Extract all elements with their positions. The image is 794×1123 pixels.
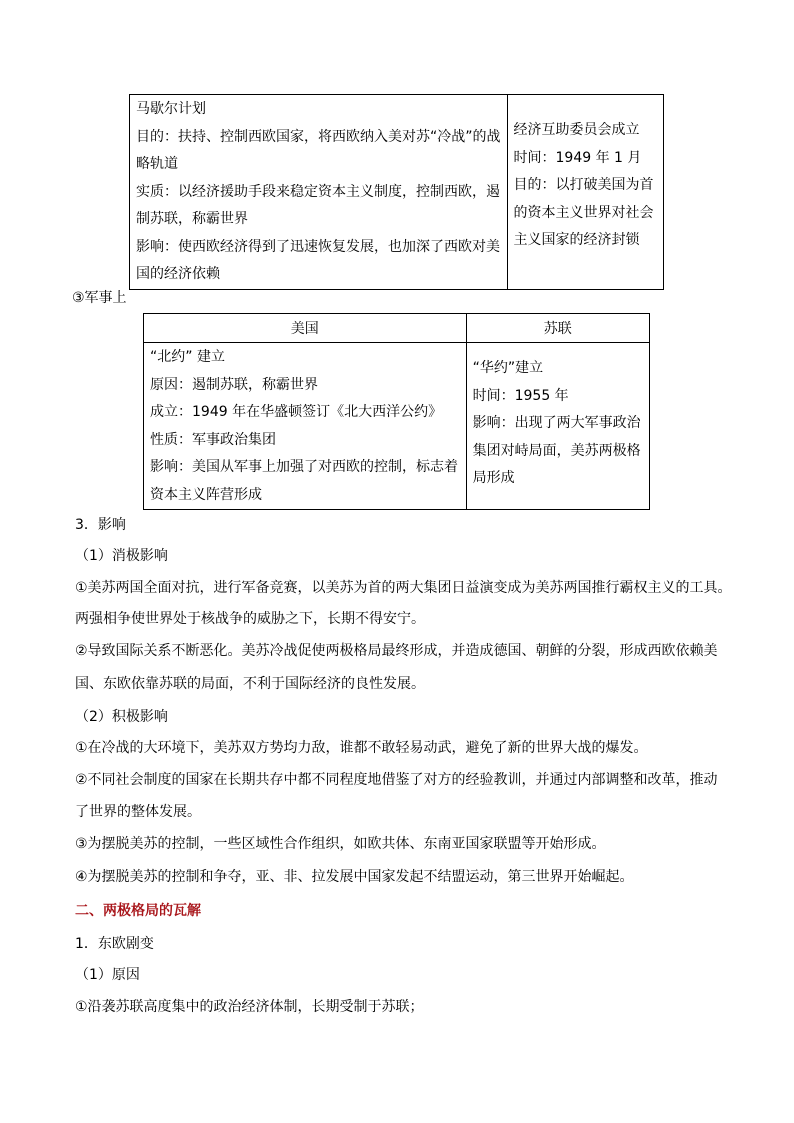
military-comparison-table <box>143 313 650 510</box>
paragraph-line: ①在冷战的大环境下，美苏双方势均力敌，谁都不敢轻易动武，避免了新的世界大战的爆发。 <box>75 740 648 756</box>
cell-text-line: 影响：美国从军事上加强了对西欧的控制，标志着 <box>150 459 458 475</box>
cell-text-line: 经济互助委员会成立 <box>513 122 640 138</box>
marshall-plan-cell <box>130 95 508 290</box>
positive-impact-heading: （2）积极影响 <box>75 709 168 725</box>
paragraph-line: ②导致国际关系不断恶化。美苏冷战促使两极格局最终形成，并造成德国、朝鲜的分裂，形成西欧依赖美 <box>75 643 718 659</box>
comecon-cell <box>507 95 663 290</box>
cell-text-line: 目的：以打破美国为首 <box>513 177 654 193</box>
cell-text-line: 影响：出现了两大军事政治 <box>472 415 641 431</box>
cell-text-line: 资本主义阵营形成 <box>150 486 262 503</box>
economic-comparison-table <box>129 94 664 290</box>
paragraph-line: ①美苏两国全面对抗，进行军备竞赛，以美苏为首的两大集团日益演变成为美苏两国推行霸权主义的工具。 <box>75 580 732 596</box>
cell-text-line: 实质：以经济援助手段来稳定资本主义制度，控制西欧，遏 <box>136 183 500 200</box>
cell-text-line: 略轨道 <box>136 156 178 172</box>
paragraph-line: 两强相争使世界处于核战争的威胁之下，长期不得安宁。 <box>75 611 425 627</box>
paragraph-line: ③为摆脱美苏的控制，一些区域性合作组织，如欧共体、东南亚国家联盟等开始形成。 <box>75 836 606 852</box>
cell-text-line: 目的：扶持、控制西欧国家，将西欧纳入美对苏“冷战”的战 <box>136 128 501 145</box>
cell-text-line: 性质：军事政治集团 <box>150 431 276 448</box>
paragraph-line: 了世界的整体发展。 <box>75 804 201 820</box>
negative-impact-heading: （1）消极影响 <box>75 548 168 564</box>
warsaw-pact-cell <box>466 343 649 510</box>
paragraph-line: ①沿袭苏联高度集中的政治经济体制，长期受制于苏联； <box>75 999 424 1015</box>
column-header-usa: 美国 <box>144 314 467 343</box>
nato-cell <box>144 343 467 510</box>
cell-text-line: 局形成 <box>472 470 515 486</box>
cell-text-line: 原因：遏制苏联，称霸世界 <box>150 376 318 393</box>
cell-text-line: 国的经济依赖 <box>136 266 220 282</box>
cell-text-line: 时间：1955 年 <box>472 387 569 404</box>
cell-text-line: 成立：1949 年在华盛顿签订《北大西洋公约》 <box>150 404 443 420</box>
cell-text-line: 影响：使西欧经济得到了迅速恢复发展，也加深了西欧对美 <box>136 238 500 255</box>
section-heading: 二、两极格局的瓦解 <box>75 903 201 919</box>
paragraph-line: ④为摆脱美苏的控制和争夺，亚、非、拉发展中国家发起不结盟运动，第三世界开始崛起。 <box>75 869 634 885</box>
cell-text-line: 马歇尔计划 <box>136 101 206 117</box>
cell-text-line: 的资本主义世界对社会 <box>513 204 654 221</box>
column-header-ussr: 苏联 <box>466 314 649 343</box>
cell-text-line: “北约” 建立 <box>150 349 225 365</box>
cell-text-line: 集团对峙局面，美苏两极格 <box>472 442 641 459</box>
cell-text-line: 制苏联，称霸世界 <box>136 211 248 227</box>
impact-heading: 3．影响 <box>75 517 126 533</box>
subsection-heading: 1．东欧剧变 <box>75 936 154 952</box>
cell-text-line: 主义国家的经济封锁 <box>513 232 640 248</box>
military-heading: ③军事上 <box>72 290 127 306</box>
paragraph-line: ②不同社会制度的国家在长期共存中都不同程度地借鉴了对方的经验教训，并通过内部调整和改革，推动 <box>75 772 718 788</box>
paragraph-line: 国、东欧依靠苏联的局面，不利于国际经济的良性发展。 <box>75 676 425 692</box>
reason-heading: （1）原因 <box>75 967 140 983</box>
cell-text-line: 时间：1949 年 1 月 <box>513 149 642 166</box>
cell-text-line: “华约”建立 <box>472 360 544 376</box>
